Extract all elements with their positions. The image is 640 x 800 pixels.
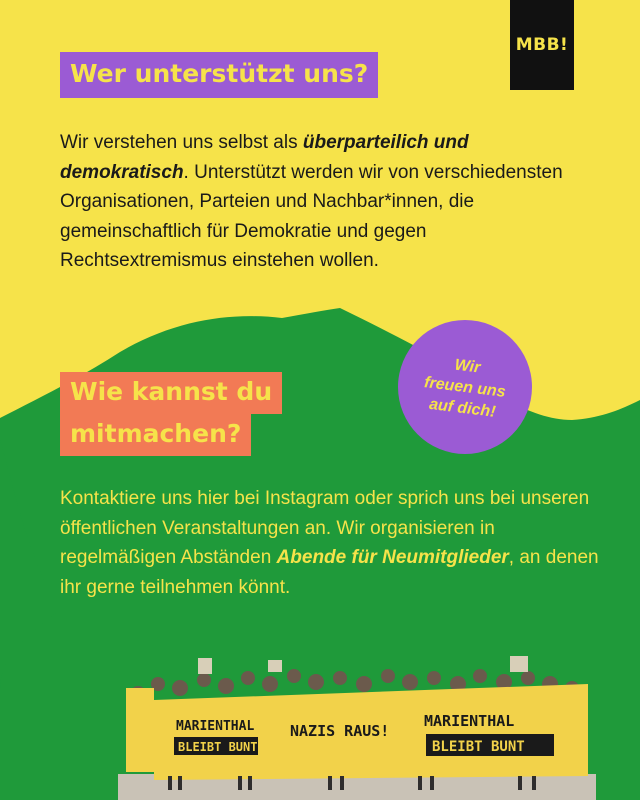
section1-paragraph-emphasis: überparteilich und demokratisch [60,132,469,183]
section2-paragraph [60,484,600,602]
section1-heading: Wer unterstützt uns? [60,52,378,98]
banner-right-line2: BLEIBT BUNT [432,739,525,755]
section2-paragraph-pre: Kontaktiere uns hier bei Instagram oder sprich uns bei unseren öffentlichen Veranstaltungen an. Wir organisieren in regelmäßigen Abständen [60,488,590,568]
section1-paragraph [60,128,590,276]
logo-text: MBB! [515,35,569,55]
welcome-badge [398,320,532,454]
section1-paragraph-pre: Wir verstehen uns selbst als [60,132,303,153]
banner-right-line1: MARIENTHAL [424,712,515,730]
section2-paragraph-emphasis: Abende für Neumitglieder [276,547,509,568]
welcome-badge-text: Wir freuen uns auf dich! [423,356,507,421]
demonstration-photo [118,654,596,800]
banner-left-line1: MARIENTHAL [176,719,255,734]
banner-left-line2: BLEIBT BUNT [178,740,258,754]
section1-paragraph-post: . Unterstützt werden wir von verschiedensten Organisationen, Parteien und Nachbar*innen, die gemeinschaftlich für Demokratie und gegen Rechtsextremismus einstehen wollen. [60,161,563,271]
banner-middle-text: NAZIS RAUS! [290,722,390,740]
mbb-logo [510,0,574,90]
section2-paragraph-post: , an denen ihr gerne teilnehmen könnt. [60,547,599,598]
section2-heading-line2: mitmachen? [60,414,251,456]
section2-heading [60,372,282,456]
section2-heading-line1: Wie kannst du [60,372,282,414]
